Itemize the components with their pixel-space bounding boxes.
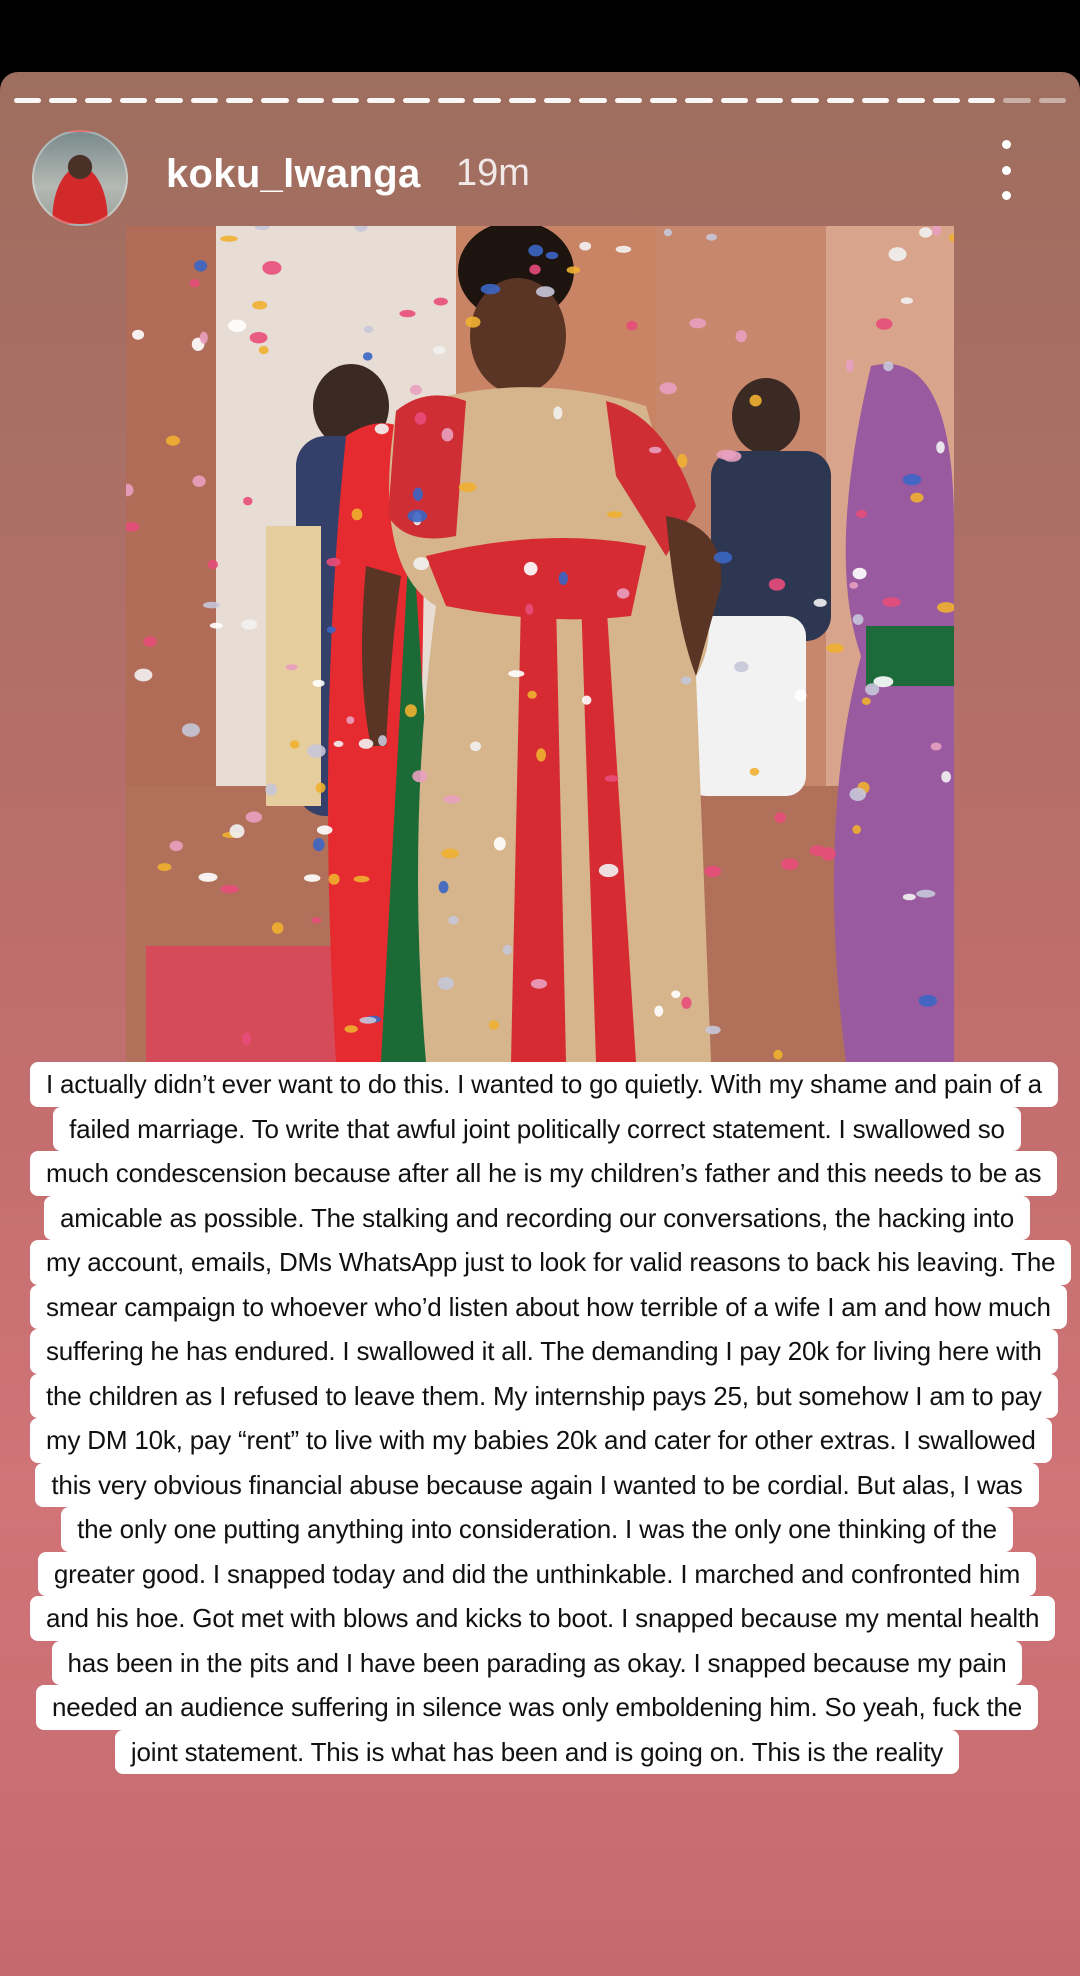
confetti-piece [689, 318, 706, 328]
confetti-piece [559, 572, 568, 585]
confetti-piece [259, 346, 269, 354]
confetti-piece [714, 552, 732, 564]
confetti-piece [334, 741, 344, 747]
caption-line-text: and his hoe. Got met with blows and kicks to boot. I snapped because my mental health [30, 1596, 1055, 1641]
caption-line-text: smear campaign to whoever who’d listen about how terrible of a wife I am and how much [30, 1285, 1067, 1330]
caption-line-text: the only one putting anything into consideration. I was the only one thinking of the [61, 1507, 1013, 1552]
confetti-piece [311, 917, 321, 923]
story-header [32, 130, 1062, 230]
confetti-piece [853, 568, 867, 580]
confetti-piece [750, 395, 762, 407]
confetti-piece [246, 812, 262, 823]
caption-line [30, 1151, 1044, 1196]
confetti-piece [193, 476, 206, 487]
caption-line-text: the children as I refused to leave them. My internship pays 25, but somehow I am to pay [30, 1374, 1058, 1419]
confetti-piece [190, 279, 200, 287]
confetti-piece [359, 739, 374, 749]
confetti-piece [599, 864, 619, 877]
confetti-piece [286, 664, 298, 670]
caption-line [30, 1374, 1044, 1419]
confetti-piece [200, 332, 208, 344]
confetti-piece [444, 795, 461, 803]
confetti-piece [882, 597, 900, 607]
confetti-piece [617, 588, 630, 598]
confetti-piece [529, 265, 540, 275]
progress-segment [791, 98, 818, 103]
confetti-piece [316, 783, 326, 793]
progress-segment [49, 98, 76, 103]
confetti-piece [272, 922, 284, 934]
confetti-piece [439, 881, 449, 893]
confetti-piece [448, 916, 458, 925]
confetti-piece [438, 977, 454, 990]
confetti-piece [262, 261, 281, 275]
confetti-piece [649, 447, 661, 454]
story-progress-bar [14, 98, 1066, 104]
confetti-piece [132, 330, 144, 340]
confetti-piece [810, 845, 826, 856]
confetti-piece [903, 474, 922, 485]
confetti-piece [203, 602, 220, 609]
confetti-piece [734, 661, 748, 672]
confetti-piece [489, 1020, 499, 1029]
story-photo [126, 226, 954, 1062]
confetti-piece [143, 636, 156, 646]
confetti-piece [876, 318, 893, 329]
progress-segment [85, 98, 112, 103]
progress-segment [120, 98, 147, 103]
caption-line-text: this very obvious financial abuse because again I wanted to be cordial. But alas, I was [35, 1463, 1038, 1508]
confetti-piece [525, 604, 533, 615]
confetti-piece [528, 245, 543, 257]
caption-line-text: suffering he has endured. I swallowed it all. The demanding I pay 20k for living here with [30, 1329, 1058, 1374]
confetti-piece [931, 743, 942, 751]
confetti-piece [795, 689, 807, 701]
confetti-piece [166, 436, 180, 446]
confetti-piece [220, 236, 237, 242]
confetti-piece [903, 894, 916, 901]
confetti-piece [352, 509, 363, 521]
confetti-piece [250, 332, 268, 343]
confetti-piece [442, 428, 454, 441]
confetti-piece [664, 229, 672, 236]
caption-line-text: greater good. I snapped today and did the unthinkable. I marched and confronted him [38, 1552, 1036, 1597]
photo-illustration [126, 226, 954, 1062]
confetti-piece [626, 321, 637, 331]
confetti-piece [677, 454, 687, 468]
confetti-piece [671, 991, 680, 999]
confetti-piece [781, 858, 799, 870]
confetti-piece [354, 876, 370, 883]
progress-segment [933, 98, 960, 103]
progress-segment [509, 98, 536, 103]
caption-line-text: amicable as possible. The stalking and recording our conversations, the hacking into [44, 1196, 1030, 1241]
confetti-piece [814, 599, 827, 607]
confetti-piece [243, 497, 252, 506]
confetti-piece [681, 997, 691, 1009]
caption-line [30, 1507, 1044, 1552]
caption-line [30, 1329, 1044, 1374]
confetti-piece [407, 510, 427, 523]
confetti-piece [916, 890, 935, 898]
progress-segment [155, 98, 182, 103]
confetti-piece [230, 824, 245, 838]
confetti-piece [846, 359, 854, 372]
confetti-piece [524, 562, 538, 576]
progress-segment [191, 98, 218, 103]
confetti-piece [134, 669, 152, 682]
confetti-piece [359, 1017, 376, 1024]
caption-line-text: my DM 10k, pay “rent” to live with my babies 20k and cater for other extras. I swallowed [30, 1418, 1052, 1463]
confetti-piece [826, 644, 844, 653]
confetti-piece [567, 266, 581, 273]
confetti-piece [364, 326, 373, 333]
confetti-piece [553, 406, 562, 419]
confetti-piece [654, 1006, 663, 1017]
confetti-piece [607, 511, 623, 518]
confetti-piece [199, 873, 218, 882]
confetti-piece [220, 885, 239, 893]
confetti-piece [265, 783, 277, 795]
confetti-piece [208, 560, 219, 569]
progress-segment [650, 98, 677, 103]
confetti-piece [919, 227, 932, 237]
confetti-piece [605, 775, 619, 782]
caption-line [30, 1240, 1056, 1285]
caption-line [30, 1730, 1044, 1775]
progress-segment [756, 98, 783, 103]
confetti-piece [941, 771, 951, 782]
confetti-piece [170, 841, 183, 851]
confetti-piece [441, 849, 458, 859]
confetti-piece [415, 412, 427, 424]
confetti-piece [883, 361, 893, 371]
progress-segment [226, 98, 253, 103]
progress-segment [1039, 98, 1066, 103]
progress-segment [438, 98, 465, 103]
progress-segment [862, 98, 889, 103]
confetti-piece [901, 297, 913, 304]
confetti-piece [405, 704, 417, 717]
confetti-piece [363, 352, 373, 360]
confetti-piece [494, 837, 506, 850]
story-viewer[interactable] [0, 72, 1080, 1976]
confetti-piece [775, 812, 786, 823]
caption-line [30, 1641, 1044, 1686]
avatar[interactable] [32, 130, 128, 226]
confetti-piece [399, 310, 415, 317]
confetti-piece [508, 670, 524, 677]
confetti-piece [344, 1025, 357, 1032]
confetti-piece [936, 441, 945, 453]
progress-segment [615, 98, 642, 103]
progress-segment [968, 98, 995, 103]
confetti-piece [773, 1050, 782, 1060]
confetti-piece [290, 740, 299, 748]
confetti-piece [194, 260, 207, 271]
caption-line [30, 1107, 1044, 1152]
caption-line-text: much condescension because after all he is my children’s father and this needs to be as [30, 1151, 1057, 1196]
story-caption [30, 1062, 1056, 1774]
caption-line-text: has been in the pits and I have been parading as okay. I snapped because my pain [52, 1641, 1023, 1686]
confetti-piece [865, 683, 879, 695]
confetti-piece [850, 788, 867, 801]
progress-segment [403, 98, 430, 103]
confetti-piece [466, 317, 481, 328]
confetti-piece [413, 557, 429, 570]
confetti-piece [527, 691, 536, 699]
confetti-piece [326, 558, 340, 567]
confetti-piece [681, 676, 692, 684]
progress-segment [367, 98, 394, 103]
progress-segment [297, 98, 324, 103]
caption-line-text: needed an audience suffering in silence was only emboldening him. So yeah, fuck the [36, 1685, 1038, 1730]
confetti-piece [378, 735, 387, 746]
caption-line [30, 1463, 1044, 1508]
progress-segment [685, 98, 712, 103]
confetti-piece [717, 450, 737, 460]
confetti-piece [313, 838, 325, 851]
username[interactable]: koku_lwanga [166, 152, 421, 196]
confetti-piece [750, 768, 760, 776]
progress-segment [14, 98, 41, 103]
confetti-piece [736, 330, 747, 342]
confetti-piece [889, 247, 907, 261]
confetti-piece [769, 578, 785, 590]
confetti-piece [317, 825, 333, 834]
confetti-piece [228, 320, 246, 332]
progress-segment [473, 98, 500, 103]
caption-line [30, 1685, 1044, 1730]
progress-segment [827, 98, 854, 103]
progress-segment [721, 98, 748, 103]
caption-line-text: I actually didn’t ever want to do this. I wanted to go quietly. With my shame and pain of a [30, 1062, 1058, 1107]
confetti-piece [616, 246, 631, 253]
confetti-piece [582, 696, 591, 705]
confetti-piece [375, 424, 389, 435]
progress-segment [897, 98, 924, 103]
confetti-piece [536, 286, 555, 297]
progress-segment [332, 98, 359, 103]
caption-line [30, 1596, 1044, 1641]
confetti-piece [410, 385, 422, 395]
confetti-piece [241, 619, 257, 629]
confetti-piece [910, 493, 923, 503]
confetti-piece [919, 995, 937, 1007]
confetti-piece [329, 874, 340, 885]
confetti-piece [413, 488, 423, 501]
confetti-piece [252, 301, 267, 310]
confetti-piece [307, 744, 326, 758]
confetti-piece [459, 482, 477, 492]
confetti-piece [660, 382, 677, 394]
confetti-piece [481, 284, 501, 294]
caption-line [30, 1285, 1051, 1330]
confetti-piece [313, 680, 325, 687]
confetti-piece [503, 945, 512, 955]
progress-segment [544, 98, 571, 103]
confetti-piece [536, 748, 546, 761]
timestamp: 19m [456, 152, 530, 194]
caption-line [30, 1552, 1044, 1597]
caption-line [30, 1418, 1044, 1463]
confetti-piece [704, 866, 721, 878]
confetti-piece [412, 770, 427, 782]
progress-segment [579, 98, 606, 103]
caption-line [30, 1196, 1044, 1241]
progress-segment [1003, 98, 1030, 103]
confetti-piece [158, 863, 172, 871]
confetti-piece [531, 979, 547, 989]
confetti-piece [849, 582, 858, 589]
confetti-piece [470, 742, 481, 752]
confetti-piece [852, 825, 861, 834]
confetti-piece [579, 242, 591, 251]
confetti-piece [304, 874, 320, 882]
confetti-piece [705, 1026, 720, 1035]
confetti-piece [242, 1033, 251, 1046]
caption-line-text: failed marriage. To write that awful joint politically correct statement. I swallowed so [53, 1107, 1021, 1152]
confetti-piece [182, 723, 200, 737]
confetti-piece [434, 298, 448, 306]
caption-line [30, 1062, 1044, 1107]
caption-line-text: my account, emails, DMs WhatsApp just to look for valid reasons to back his leaving. The [30, 1240, 1071, 1285]
caption-line-text: joint statement. This is what has been and is going on. This is the reality [115, 1730, 959, 1775]
confetti-piece [327, 626, 336, 633]
confetti-piece [706, 234, 717, 241]
confetti-piece [433, 346, 445, 354]
confetti-piece [346, 716, 354, 724]
confetti-piece [546, 252, 559, 259]
more-options-icon[interactable] [994, 140, 1018, 200]
confetti-piece [856, 510, 867, 518]
confetti-piece [853, 614, 864, 625]
progress-segment [261, 98, 288, 103]
confetti-piece [210, 623, 223, 629]
confetti-piece [862, 698, 871, 705]
